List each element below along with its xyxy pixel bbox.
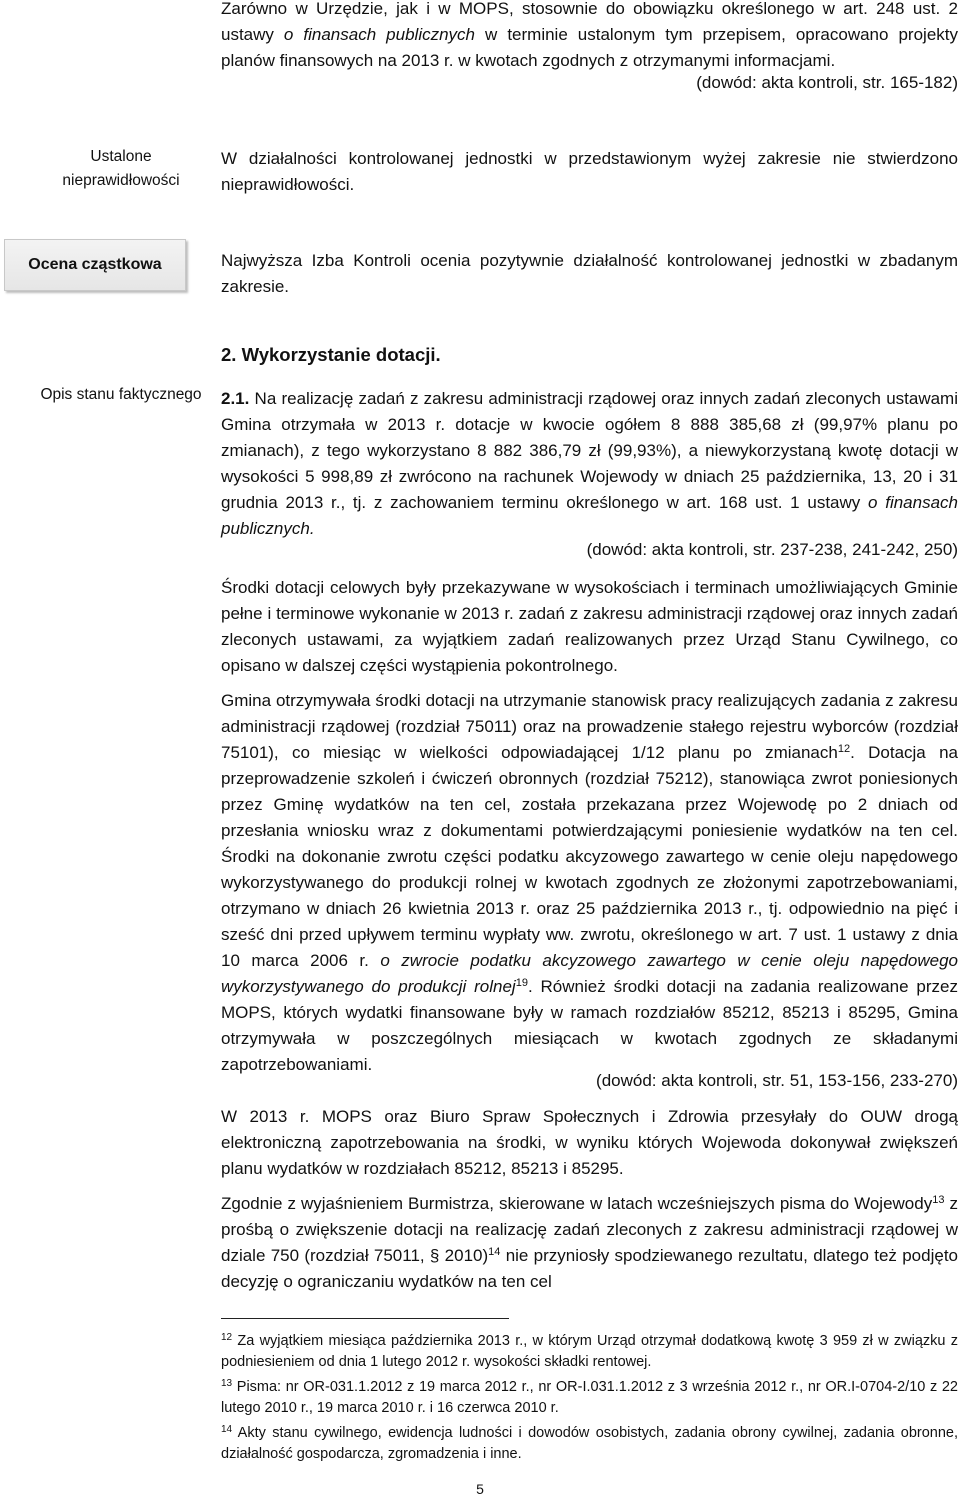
intro-evidence: (dowód: akta kontroli, str. 165-182) xyxy=(696,73,958,92)
intro-italic-act: o finansach publicznych xyxy=(283,25,476,44)
paragraph-targeted-funds: Środki dotacji celowych były przekazywane w wysokościach i terminach umożliwiających Gminie pełne i terminowe wykonanie w 2013 r. zadań z zakresu administracji rządowej oraz innych zadań zleconych ustawami, za wyjątkiem zadań realizowanych przez Urząd Stanu Cywilnego, co opisano w dalszej części wystąpienia pokontrolnego. xyxy=(221,578,958,675)
footnote-number: 14 xyxy=(221,1424,233,1435)
footnote-text: Pisma: nr OR-031.1.2012 z 19 marca 2012 r., nr OR-I.031.1.2012 z 3 września 2012 r., nr OR.I-0704-2/10 z 22 lutego 2010 r., 19 marca 2010 r. i 16 czerwca 2010 r. xyxy=(221,1379,958,1416)
footnote-text: Akty stanu cywilnego, ewidencja ludności i dowodów osobistych, zadania obrony cywilnej, zadania obronne, działalność gospodarcza, zgromadzenia i inne. xyxy=(221,1425,958,1462)
footnote-12 xyxy=(221,1331,958,1373)
intro-text: Zarówno w Urzędzie, jak i w MOPS, stosownie do obowiązku określonego w art. 248 ust. 2 ustawy xyxy=(221,0,958,44)
text-part: z prośbą o zwiększenie dotacji na realizację zadań zleconych z zakresu administracji rządowej w dziale 750 (rozdział 75011, § 2010) xyxy=(221,1194,958,1265)
paragraph-2-1-text: Na realizację zadań z zakresu administracji rządowej oraz innych zadań zleconych ustawami Gmina otrzymała w 2013 r. dotacje w kwocie ogółem 8 888 385,68 zł (99,97% planu po zmianach), z tego wykorzystano 8 882 386,79 zł (99,93%), a niewykorzystaną kwotę dotacji w wysokości 5 998,89 zł zwrócono na rachunek Wojewody w dniach 25 października, 13, 20 i 31 grudnia 2013 r., tj. z zachowaniem terminu określonego w art. 168 ust. 1 ustawy xyxy=(221,389,958,512)
footnote-number: 12 xyxy=(221,1332,233,1343)
footnote-ref-19: 19 xyxy=(515,977,528,989)
paragraph-funds-evidence: (dowód: akta kontroli, str. 51, 153-156, 233-270) xyxy=(596,1071,958,1090)
text-part: . Dotacja na przeprowadzenie szkoleń i ćwiczeń obronnych (rozdział 75212), stanowiąca zwrot poniesionych przez Gminę wydatków na ten cel, została przekazana przez Wojewodę po 2 dniach od przesłania wniosku wraz z dokumentami potwierdzającymi poniesienie wydatków na ten cel. Środki na dokonanie zwrotu części podatku akcyzowego zawartego w cenie oleju napędowego wykorzystywanego do produkcji rolnej w kwotach zgodnych ze złożonymi zapotrzebowaniami, otrzymano w dniach 26 kwietnia 2013 r. oraz 25 października 2013 r., tj. odpowiednio na pięć i sześć dni przed upływem terminu wypłaty ww. zwrotu, określonego w art. 7 ust. 1 ustawy z dnia 10 marca 2006 r. xyxy=(221,743,958,970)
text-part: . Również środki dotacji na zadania realizowane przez MOPS, których wydatki finansowane były w ramach rozdziałów 85212, 85213 i 85295, Gmina otrzymywała w poszczególnych miesiącach w kwotach zgodnych ze składanymi zapotrzebowaniami. xyxy=(221,977,959,1074)
footnote-ref-12: 12 xyxy=(837,743,851,755)
intro-text-cont: w terminie ustalonym tym przepisem, opracowano projekty planów finansowych na 2013 r. w kwotach zgodnych z otrzymanymi informacjami. xyxy=(221,25,958,70)
section-heading: 2. Wykorzystanie dotacji. xyxy=(221,344,441,365)
irregularities-label: Ustalone nieprawidłowości xyxy=(62,148,180,189)
paragraph-2-1 xyxy=(221,386,958,542)
factual-state-label: Opis stanu faktycznego xyxy=(40,386,202,403)
footnote-number: 13 xyxy=(221,1378,233,1389)
paragraph-2-1-evidence: (dowód: akta kontroli, str. 237-238, 241-242, 250) xyxy=(586,540,958,559)
footnote-13 xyxy=(221,1377,958,1419)
text-part: Gmina otrzymywała środki dotacji na utrzymanie stanowisk pracy realizujących zadania z zakresu administracji rządowej (rozdział 75011) oraz na prowadzenie stałego rejestru wyborców (rozdział 75101), co miesiąc w wielkości odpowiadającej 1/12 planu po zmianach xyxy=(221,691,958,762)
partial-assessment-label: Ocena cząstkowa xyxy=(4,239,186,291)
italic-act-title: o zwrocie podatku akcyzowego zawartego w cenie oleju napędowego wykorzystywanego do produkcji rolnej xyxy=(221,951,958,996)
paragraph-mayor-explanation xyxy=(221,1191,958,1295)
paragraph-2-1-italic: o finansach publicznych. xyxy=(221,493,959,538)
text-part: nie przyniosły spodziewanego rezultatu, dlatego też podjęto decyzję o ograniczaniu wydatków na ten cel xyxy=(221,1246,959,1291)
footnote-ref-13: 13 xyxy=(932,1194,945,1206)
text-part: Zgodnie z wyjaśnieniem Burmistrza, skierowane w latach wcześniejszych pisma do Wojewody xyxy=(221,1194,933,1213)
paragraph-mops-requests: W 2013 r. MOPS oraz Biuro Spraw Społecznych i Zdrowia przesyłały do OUW drogą elektroniczną zapotrzebowania na środki, w wyniku których Wojewoda dokonywał zwiększeń planu wydatków w rozdziałach 85212, 85213 i 85295. xyxy=(221,1107,958,1178)
footnote-text: Za wyjątkiem miesiąca października 2013 r., w którym Urząd otrzymał dodatkową kwotę 3 959 zł w związku z podniesieniem od dnia 1 lutego 2012 r. wysokości składki rentowej. xyxy=(221,1333,958,1370)
intro-paragraph xyxy=(221,0,958,74)
footnote-ref-14: 14 xyxy=(488,1246,501,1258)
page-number: 5 xyxy=(476,1481,484,1497)
footnote-14 xyxy=(221,1423,958,1465)
irregularities-text: W działalności kontrolowanej jednostki w przedstawionym wyżej zakresie nie stwierdzono nieprawidłowości. xyxy=(221,149,958,194)
partial-assessment-text: Najwyższa Izba Kontroli ocenia pozytywnie działalność kontrolowanej jednostki w zbadanym zakresie. xyxy=(221,251,958,296)
footnote-divider xyxy=(221,1318,509,1319)
paragraph-number: 2.1. xyxy=(221,389,250,408)
paragraph-funds-received xyxy=(221,688,958,1078)
